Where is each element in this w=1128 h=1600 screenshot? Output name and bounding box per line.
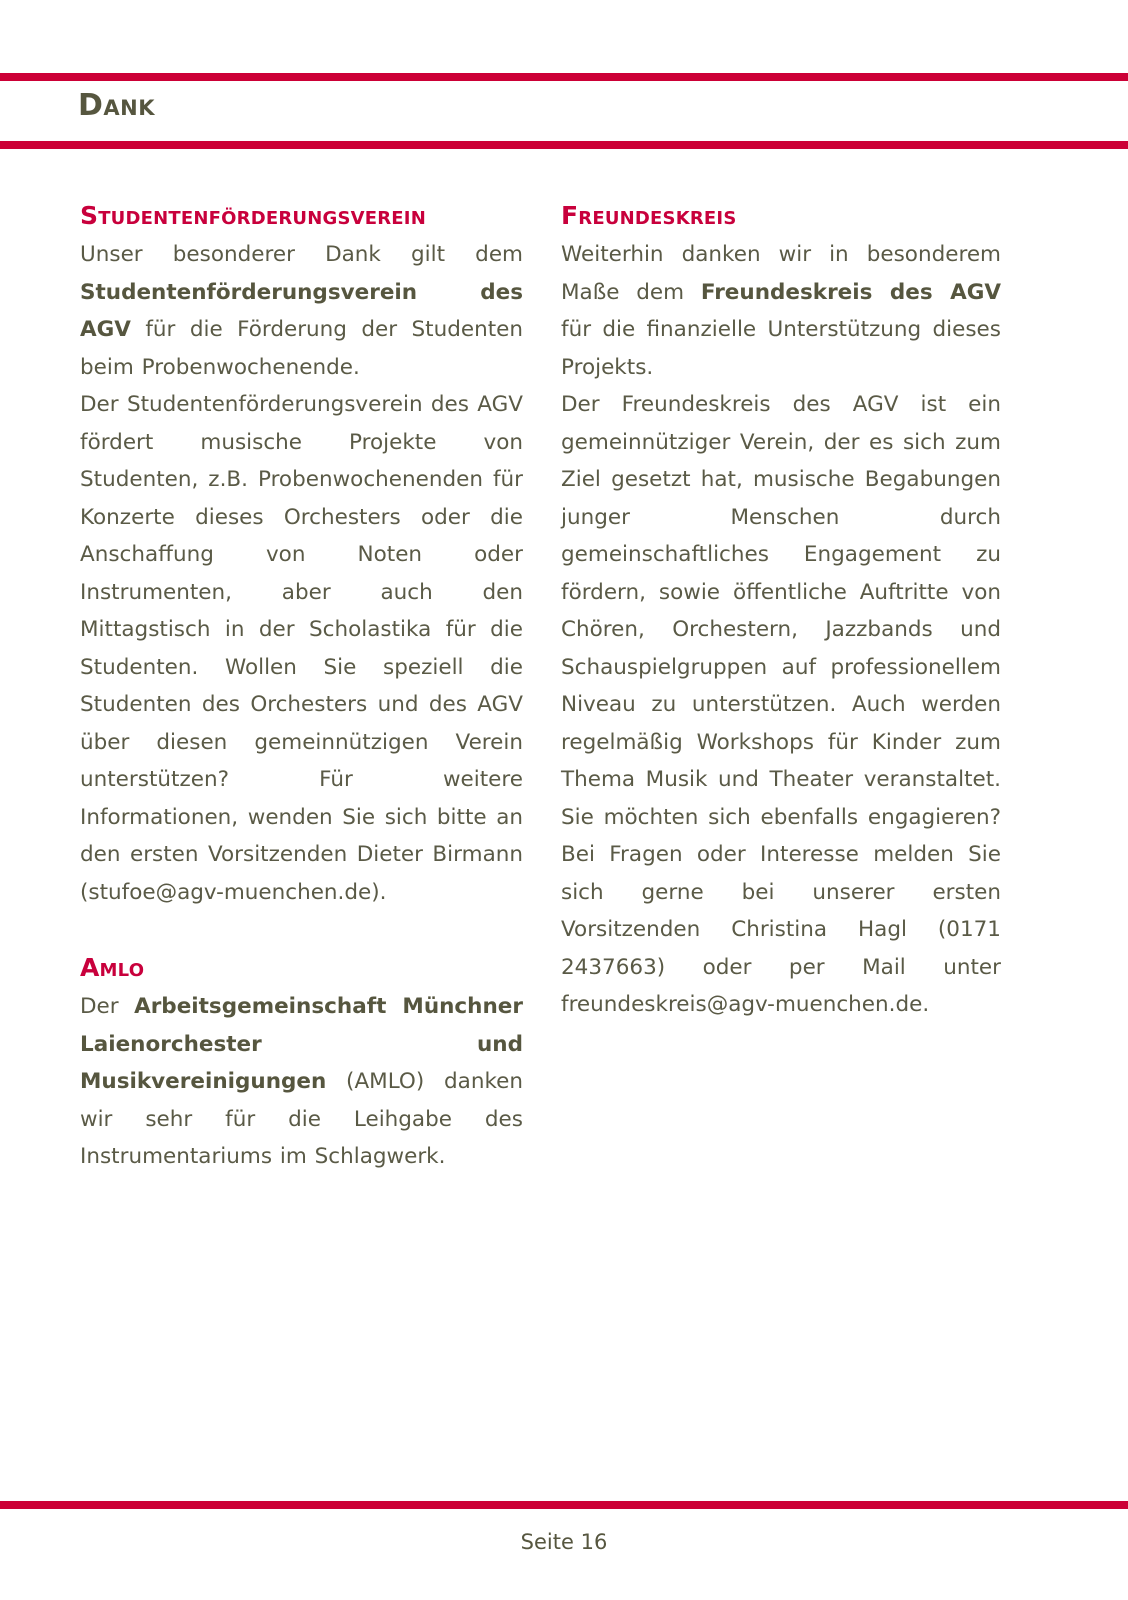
paragraph: Der Studentenförderungsverein des AGV fördert musische Projekte von Studenten, z.B. Probenwochenenden für Konzerte dieses Orchesters oder die Anschaffung von Noten oder Instrumenten, aber auch den Mittagstisch in der Scholastika für die Studenten. Wollen Sie speziell die Studenten des Orchesters und des AGV über diesen gemeinnützigen Verein unterstützen? Für weitere Informationen, wenden Sie sich bitte an den ersten Vorsitzenden Dieter Birmann (stufoe@agv-muenchen.de).	[80, 392, 523, 905]
text: Unser besonderer Dank gilt dem	[80, 242, 523, 267]
page-title: Dank	[78, 88, 156, 123]
bold-text: Freundeskreis des AGV	[700, 279, 1001, 305]
text: für die finanzielle Unterstützung dieses Projekts.	[561, 317, 1001, 380]
section-title: Freundeskreis	[561, 201, 737, 230]
footer-rule	[0, 1501, 1128, 1509]
text: (AMLO) danken wir sehr für die Leihgabe des Instrumentariums im Schlagwerk.	[80, 1069, 523, 1169]
text: für die Förderung der Studenten beim Probenwochenende.	[80, 317, 523, 380]
text: Der	[80, 994, 135, 1019]
paragraph	[80, 236, 523, 386]
section-studentenfoerderungsverein	[80, 196, 523, 911]
paragraph: Der Freundeskreis des AGV ist ein gemeinnütziger Verein, der es sich zum Ziel gesetzt hat, musische Begabungen junger Menschen durch gemeinschaftliches Engagement zu fördern, sowie öffentliche Auftritte von Chören, Orchestern, Jazzbands und Schauspielgruppen auf professionellem Niveau zu unterstützen. Auch werden regelmäßig Workshops für Kinder zum Thema Musik und Theater veranstaltet. Sie möchten sich ebenfalls engagieren? Bei Fragen oder Interesse melden Sie sich gerne bei unserer ersten Vorsitzenden Christina Hagl (0171 2437663) oder per Mail unter freundeskreis@agv-muenchen.de.	[561, 392, 1001, 1017]
right-column	[561, 196, 1001, 1024]
left-column	[80, 196, 523, 1176]
bold-text: Studentenförderungsverein des AGV	[80, 279, 523, 342]
section-freundeskreis	[561, 196, 1001, 1024]
paragraph	[80, 988, 523, 1176]
section-title: Studentenförderungsverein	[80, 201, 426, 230]
text: Weiterhin danken wir in besonderem Maße dem	[561, 242, 1001, 305]
section-amlo	[80, 948, 523, 1176]
header-bottom-rule	[0, 141, 1128, 149]
bold-text: Arbeitsgemeinschaft Münchner Laienorchester und Musikvereinigungen	[80, 994, 523, 1094]
header-top-rule	[0, 73, 1128, 81]
page-number: Seite 16	[520, 1530, 608, 1554]
section-title: Amlo	[80, 953, 145, 982]
paragraph	[561, 236, 1001, 386]
